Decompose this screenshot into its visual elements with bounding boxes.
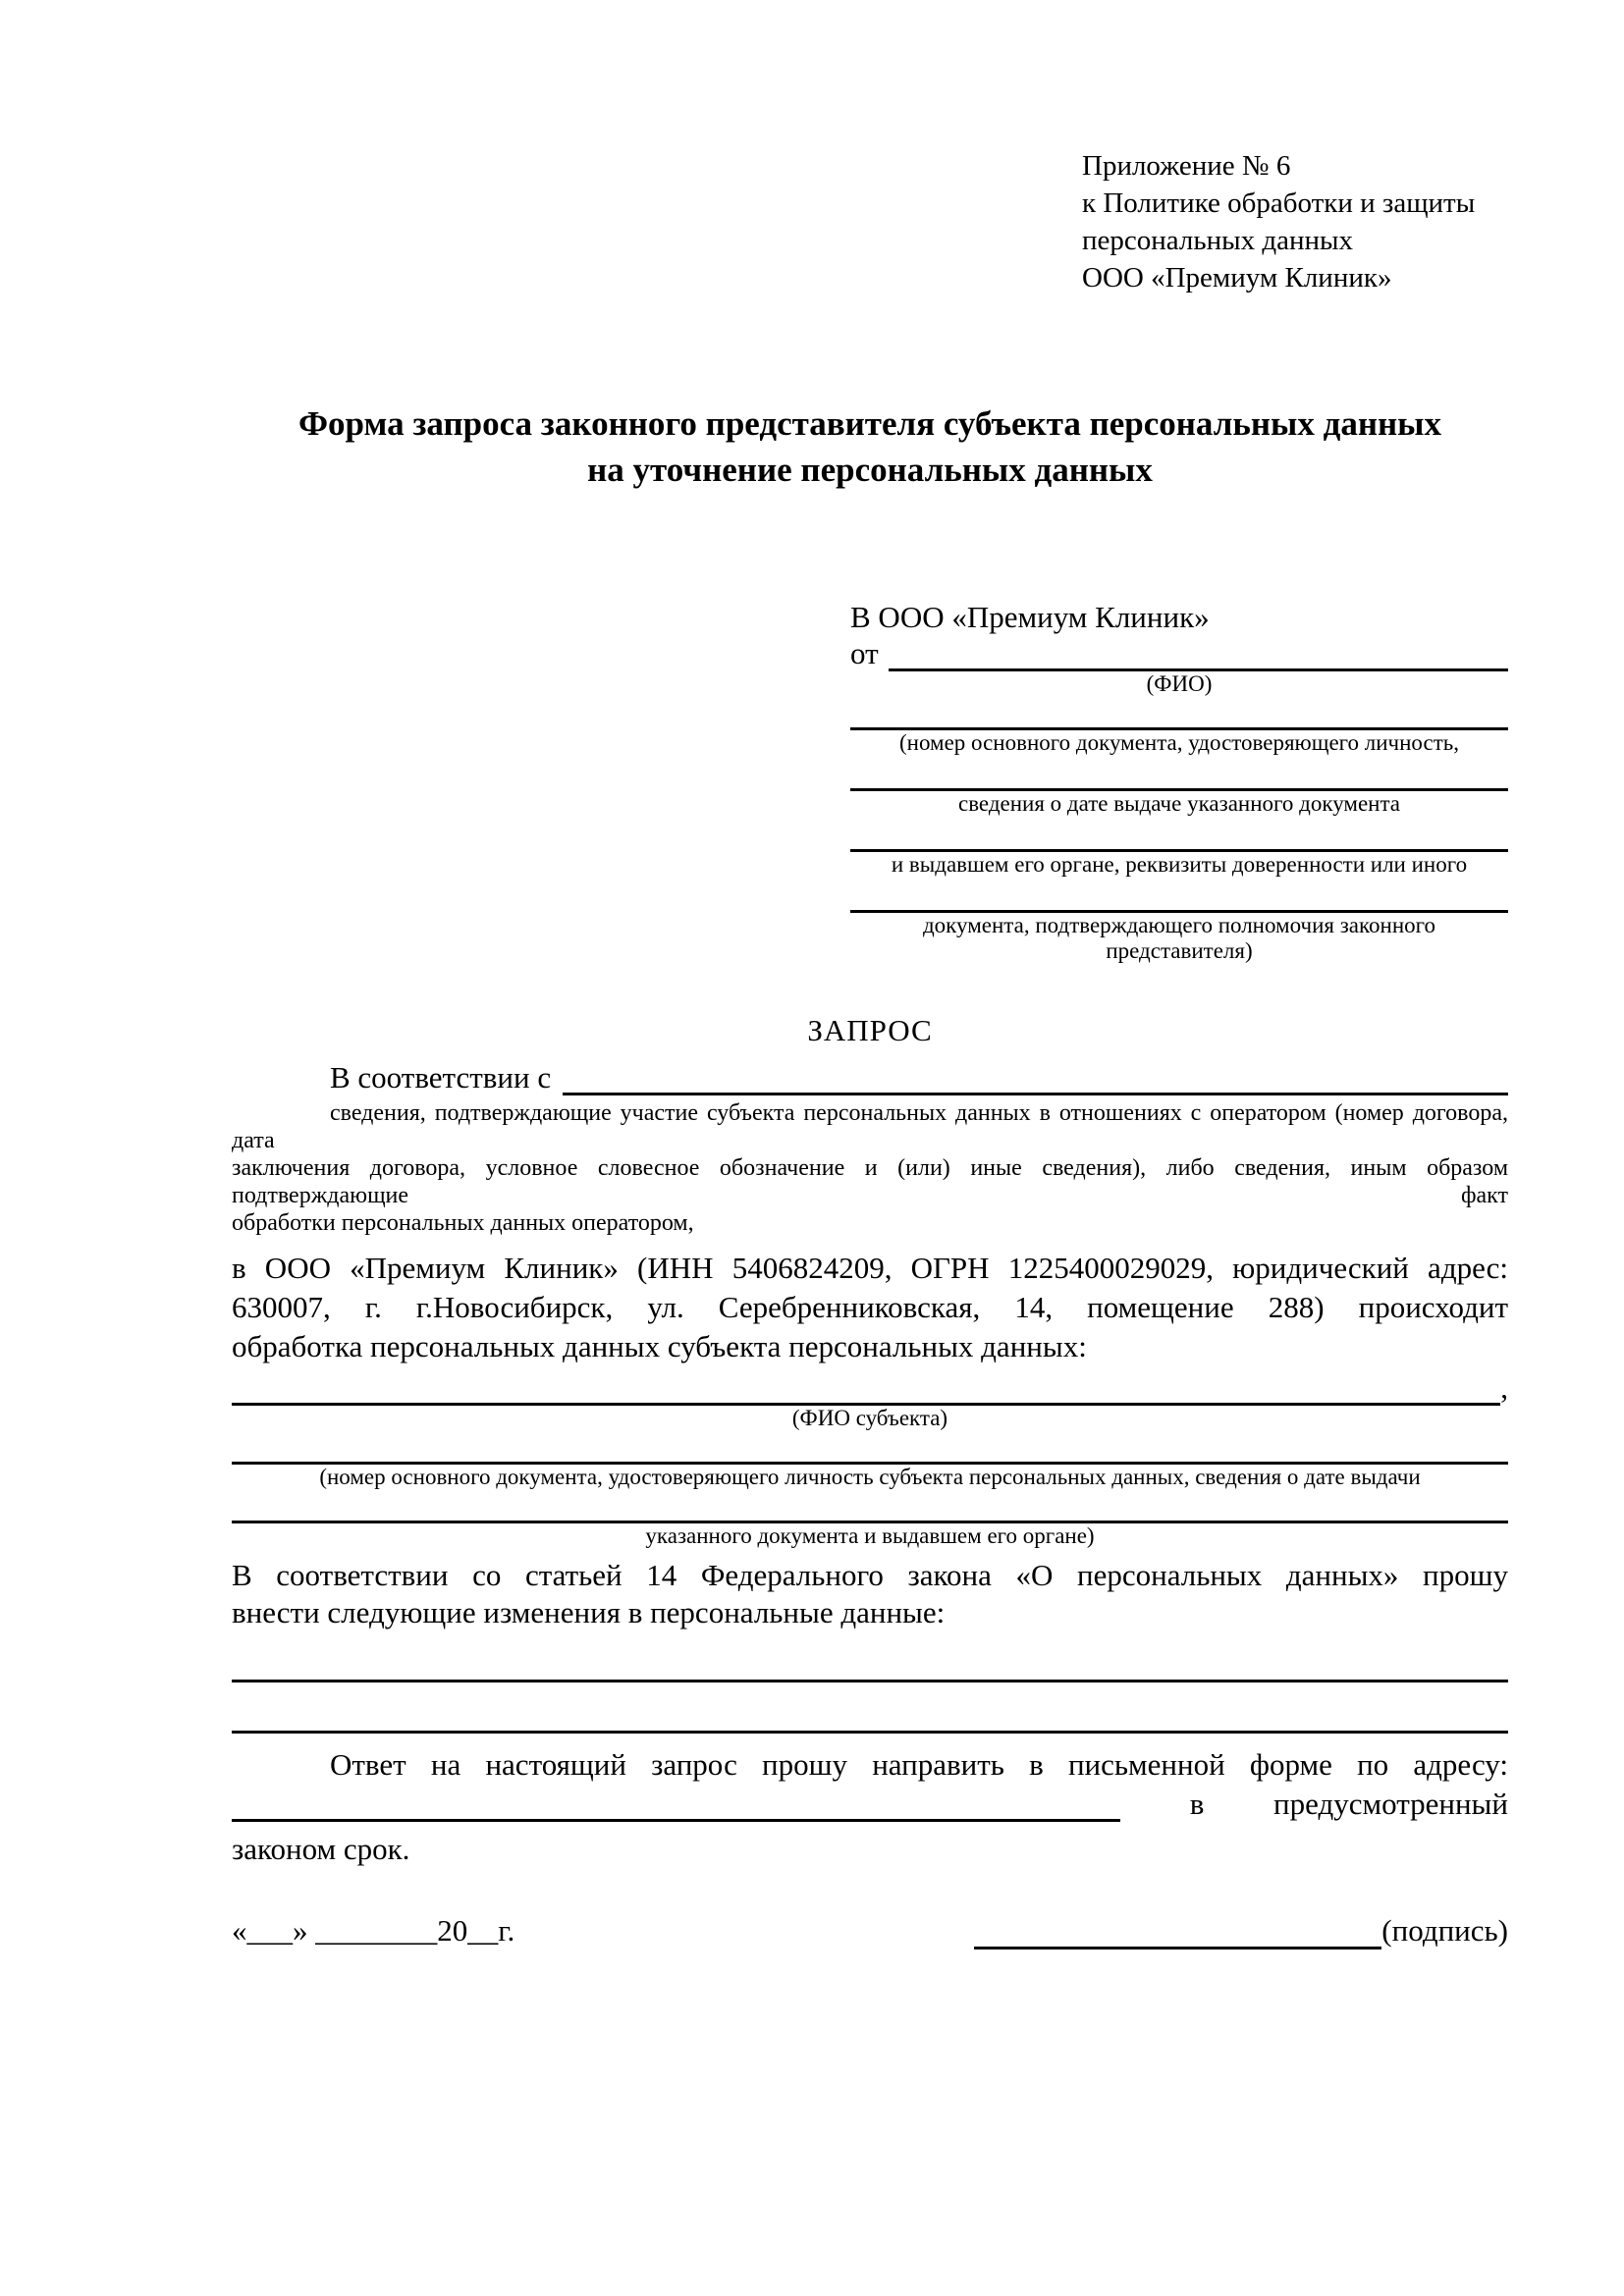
basis-row bbox=[232, 1056, 1508, 1095]
reply-word: предусмотренный bbox=[1273, 1787, 1508, 1821]
changes-blank bbox=[232, 1631, 1508, 1682]
operator-paragraph-line: обработка персональных данных субъекта персональных данных: bbox=[232, 1329, 1087, 1363]
date-blank-line: «___» ________20__г. bbox=[232, 1913, 515, 1948]
representative-doc-caption: документа, подтверждающего полномочия законного представителя) bbox=[922, 913, 1435, 963]
operator-paragraph bbox=[232, 1249, 1508, 1366]
subject-doc-caption: (номер основного документа, удостоверяющего личность субъекта персональных данных, сведения о дате выдачи bbox=[319, 1465, 1421, 1489]
reply-address-row bbox=[232, 1785, 1508, 1822]
subject-fio-row bbox=[232, 1372, 1508, 1406]
reply-paragraph-line: законом срок. bbox=[232, 1832, 410, 1866]
reply-word: в bbox=[1189, 1787, 1205, 1821]
date-signature-row bbox=[232, 1912, 1508, 1949]
appendix-block bbox=[1082, 147, 1508, 296]
basis-note-line: сведения, подтверждающие участие субъекта персональных данных в отношениях с оператором (номер договора, дата bbox=[232, 1100, 1508, 1153]
appendix-line: персональных данных bbox=[1082, 225, 1354, 256]
basis-note-line: обработки персональных данных оператором, bbox=[232, 1210, 694, 1236]
from-name-blank bbox=[889, 636, 1508, 671]
representative-doc-caption: (номер основного документа, удостоверяющего личность, bbox=[898, 730, 1459, 755]
basis-note bbox=[232, 1099, 1508, 1237]
basis-blank bbox=[563, 1056, 1508, 1095]
subject-fio-blank bbox=[232, 1372, 1500, 1406]
basis-label: В соответствии с bbox=[330, 1060, 552, 1095]
subject-fio-caption: (ФИО субъекта) bbox=[791, 1406, 948, 1430]
form-title bbox=[232, 400, 1508, 493]
form-title-line: Форма запроса законного представителя субъекта персональных данных bbox=[298, 404, 1441, 443]
law-paragraph-line: В соответствии со статьей 14 Федерального закона «О персональных данных» прошу bbox=[232, 1558, 1508, 1592]
addressee-to: В ООО «Премиум Клиник» bbox=[850, 600, 1210, 634]
representative-doc-blank bbox=[850, 878, 1508, 913]
changes-blank bbox=[232, 1682, 1508, 1734]
operator-paragraph-line: 630007, г. г.Новосибирск, ул. Серебренниковская, 14, помещение 288) происходит bbox=[232, 1290, 1508, 1324]
signature-caption: (подпись) bbox=[1381, 1913, 1508, 1948]
signature-blank bbox=[974, 1914, 1381, 1949]
representative-doc-blank bbox=[850, 756, 1508, 791]
from-row bbox=[850, 636, 1508, 671]
law-paragraph-line: внести следующие изменения в персональные данные: bbox=[232, 1595, 946, 1629]
representative-doc-blank bbox=[850, 697, 1508, 730]
addressee-block bbox=[850, 599, 1508, 964]
subject-doc-blank bbox=[232, 1490, 1508, 1523]
representative-doc-blank bbox=[850, 817, 1508, 852]
reply-address-blank bbox=[232, 1785, 1120, 1822]
operator-paragraph-line: в ООО «Премиум Клиник» (ИНН 5406824209, ОГРН 1225400029029, юридический адрес: bbox=[232, 1251, 1508, 1285]
appendix-line: к Политике обработки и защиты bbox=[1082, 187, 1476, 219]
subject-doc-blank bbox=[232, 1431, 1508, 1465]
appendix-line: ООО «Премиум Клиник» bbox=[1082, 262, 1392, 294]
representative-doc-caption: сведения о дате выдаче указанного документа bbox=[957, 791, 1401, 816]
law-paragraph bbox=[232, 1557, 1508, 1631]
request-heading: ЗАПРОС bbox=[807, 1013, 933, 1047]
appendix-line: Приложение № 6 bbox=[1082, 150, 1291, 182]
reply-paragraph-line: Ответ на настоящий запрос прошу направить в письменной форме по адресу: bbox=[330, 1747, 1508, 1782]
subject-trailing-comma: , bbox=[1500, 1370, 1508, 1405]
from-label: от bbox=[850, 636, 879, 670]
basis-note-line: заключения договора, условное словесное обозначение и (или) иные сведения), либо сведения, иным образом подтверждающие факт bbox=[232, 1155, 1508, 1208]
fio-caption: (ФИО) bbox=[1146, 671, 1213, 696]
representative-doc-caption: и выдавшем его органе, реквизиты доверенности или иного bbox=[891, 852, 1468, 877]
form-title-line: на уточнение персональных данных bbox=[587, 451, 1153, 489]
subject-doc-caption: указанного документа и выдавшем его органе) bbox=[645, 1523, 1095, 1548]
